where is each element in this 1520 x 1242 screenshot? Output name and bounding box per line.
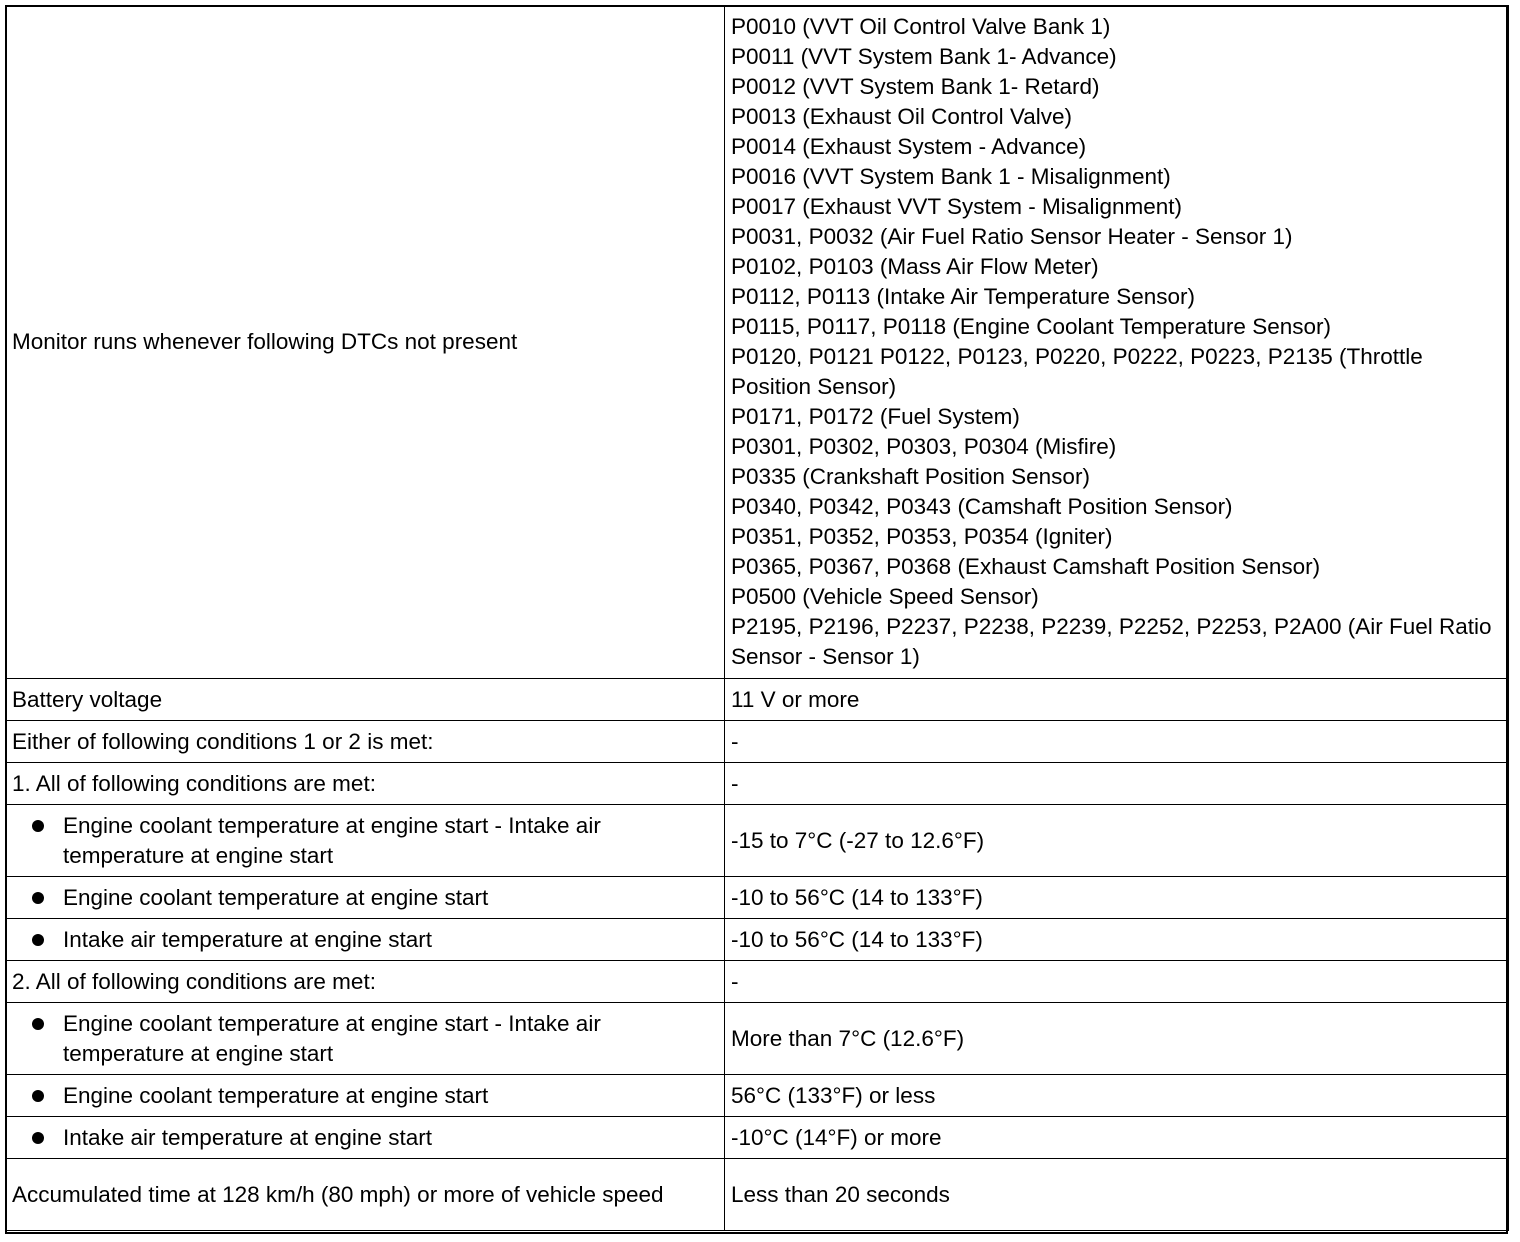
value-cell: -15 to 7°C (-27 to 12.6°F) (725, 805, 1509, 877)
value-cell: More than 7°C (12.6°F) (725, 1003, 1509, 1075)
dtc-item: P0102, P0103 (Mass Air Flow Meter) (731, 254, 1099, 279)
dtc-item: P0301, P0302, P0303, P0304 (Misfire) (731, 434, 1117, 459)
condition-text: Engine coolant temperature at engine start (63, 1082, 489, 1108)
dtc-item: P0171, P0172 (Fuel System) (731, 404, 1020, 429)
value-cell: - (725, 721, 1509, 763)
dtc-item: P0335 (Crankshaft Position Sensor) (731, 464, 1090, 489)
dtc-item: P0010 (VVT Oil Control Valve Bank 1) (731, 14, 1111, 39)
value-cell: -10 to 56°C (14 to 133°F) (725, 919, 1509, 961)
value-cell: -10 to 56°C (14 to 133°F) (725, 877, 1509, 919)
condition-cell: Battery voltage (6, 679, 725, 721)
value-cell: 11 V or more (725, 679, 1509, 721)
dtc-item: P0340, P0342, P0343 (Camshaft Position Sensor) (731, 494, 1233, 519)
condition-text: Intake air temperature at engine start (63, 1124, 432, 1150)
dtc-item: P0017 (Exhaust VVT System - Misalignment) (731, 194, 1183, 219)
condition-cell: Either of following conditions 1 or 2 is met: (6, 721, 725, 763)
dtc-item: P2195, P2196, P2237, P2238, P2239, P2252, P2253, P2A00 (Air Fuel Ratio Sensor - Sensor 1) (731, 614, 1492, 669)
dtc-item: P0500 (Vehicle Speed Sensor) (731, 584, 1039, 609)
dtc-item: P0351, P0352, P0353, P0354 (Igniter) (731, 524, 1113, 549)
dtc-item: P0365, P0367, P0368 (Exhaust Camshaft Position Sensor) (731, 554, 1321, 579)
condition-text: Engine coolant temperature at engine start (63, 884, 489, 910)
dtc-item: P0016 (VVT System Bank 1 - Misalignment) (731, 164, 1171, 189)
dtc-item: P0011 (VVT System Bank 1- Advance) (731, 44, 1117, 69)
dtc-item: P0120, P0121 P0122, P0123, P0220, P0222, P0223, P2135 (Throttle Position Sensor) (731, 344, 1423, 399)
dtc-item: P0112, P0113 (Intake Air Temperature Sensor) (731, 284, 1196, 309)
dtc-item: P0013 (Exhaust Oil Control Valve) (731, 104, 1072, 129)
value-cell: Less than 20 seconds (725, 1159, 1509, 1231)
condition-text: Engine coolant temperature at engine start - Intake air temperature at engine start (63, 1010, 601, 1066)
condition-cell: 2. All of following conditions are met: (6, 961, 725, 1003)
dtc-item: P0012 (VVT System Bank 1- Retard) (731, 74, 1100, 99)
condition-cell: Accumulated time at 128 km/h (80 mph) or more of vehicle speed (6, 1159, 725, 1231)
value-cell: 56°C (133°F) or less (725, 1075, 1509, 1117)
table-outer-border (5, 5, 1508, 1234)
condition-cell: 1. All of following conditions are met: (6, 763, 725, 805)
value-cell: -10°C (14°F) or more (725, 1117, 1509, 1159)
dtc-item: P0031, P0032 (Air Fuel Ratio Sensor Heater - Sensor 1) (731, 224, 1293, 249)
dtc-item: P0115, P0117, P0118 (Engine Coolant Temperature Sensor) (731, 314, 1331, 339)
value-cell: - (725, 763, 1509, 805)
value-cell: - (725, 961, 1509, 1003)
condition-cell: Monitor runs whenever following DTCs not present (6, 6, 725, 679)
condition-text: Intake air temperature at engine start (63, 926, 432, 952)
condition-text: Engine coolant temperature at engine start - Intake air temperature at engine start (63, 812, 601, 868)
dtc-item: P0014 (Exhaust System - Advance) (731, 134, 1087, 159)
